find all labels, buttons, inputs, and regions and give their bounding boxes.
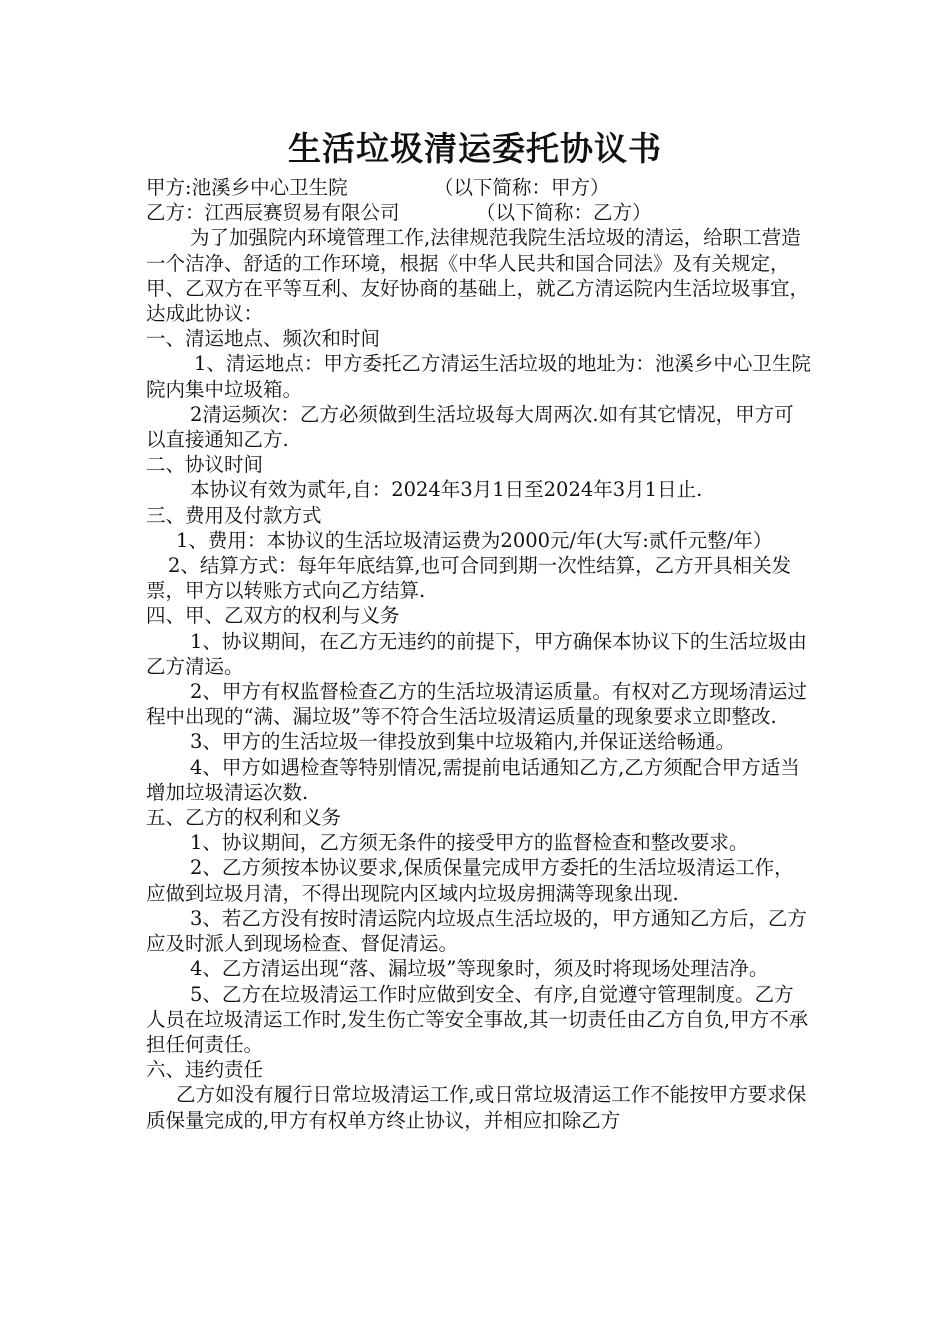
section-paragraph: 2、甲方有权监督检查乙方的生活垃圾清运质量。有权对乙方现场清运过程中出现的“满、漏垃圾”等不符合生活垃圾清运质量的现象要求立即整改. [146, 680, 807, 729]
preamble-paragraph: 为了加强院内环境管理工作,法律规范我院生活垃圾的清运，给职工营造一个洁净、舒适的工作环境，根据《中华人民共和国合同法》及有关规定，甲、乙双方在平等互利、友好协商的基础上，就乙方清运院内生活垃圾事宜，达成此协议： [146, 226, 810, 326]
section-paragraph: 1、协议期间，乙方须无条件的接受甲方的监督检查和整改要求。 [190, 831, 749, 855]
section-paragraph: 3、甲方的生活垃圾一律投放到集中垃圾箱内,并保证送给畅通。 [190, 730, 736, 754]
document-title: 生活垃圾清运委托协议书 [288, 129, 662, 168]
section-heading: 三、费用及付款方式 [146, 503, 322, 527]
section-paragraph: 2、结算方式：每年年底结算,也可合同到期一次性结算，乙方开具相关发票，甲方以转账方式向乙方结算. [146, 554, 792, 603]
party-b-line [146, 200, 812, 225]
party-b-alias: （以下简称：乙方） [476, 201, 652, 225]
party-a-alias: （以下简称：甲方） [434, 176, 610, 199]
section-paragraph: 乙方如没有履行日常垃圾清运工作,或日常垃圾清运工作不能按甲方要求保质保量完成的,甲方有权单方终止协议，并相应扣除乙方 [146, 1083, 807, 1132]
section-paragraph: 1、清运地点：甲方委托乙方清运生活垃圾的地址为：池溪乡中心卫生院院内集中垃圾箱。 [146, 352, 811, 401]
section-heading: 五、乙方的权利和义务 [146, 806, 342, 830]
section-heading: 六、违约责任 [146, 1058, 264, 1082]
section-paragraph: 本协议有效为贰年,自：2024年3月1日至2024年3月1日止. [190, 478, 703, 502]
party-b-name: 乙方：江西辰赛贸易有限公司 [146, 201, 400, 225]
section-paragraph: 1、协议期间，在乙方无违约的前提下，甲方确保本协议下的生活垃圾由乙方清运。 [146, 629, 807, 678]
section-heading: 二、协议时间 [146, 453, 264, 477]
section-paragraph: 4、乙方清运出现“落、漏垃圾”等现象时，须及时将现场处理洁净。 [190, 957, 769, 981]
party-a-name: 甲方:池溪乡中心卫生院 [146, 176, 348, 199]
section-heading: 四、甲、乙双方的权利与义务 [146, 604, 400, 628]
section-paragraph: 3、若乙方没有按时清运院内垃圾点生活垃圾的，甲方通知乙方后，乙方应及时派人到现场检查、督促清运。 [146, 906, 807, 956]
section-heading: 一、清运地点、频次和时间 [146, 327, 381, 351]
document-body [146, 175, 812, 1133]
section-paragraph: 1、费用：本协议的生活垃圾清运费为2000元/年(大写:贰仟元整/年） [176, 528, 773, 552]
section-paragraph: 2、乙方须按本协议要求,保质保量完成甲方委托的生活垃圾清运工作，应做到垃圾月清，不得出现院内区域内垃圾房拥满等现象出现. [146, 856, 794, 905]
party-a-line [146, 175, 812, 200]
section-paragraph: 2清运频次：乙方必须做到生活垃圾每大周两次.如有其它情况，甲方可以直接通知乙方. [146, 402, 794, 452]
section-paragraph: 5、乙方在垃圾清运工作时应做到安全、有序,自觉遵守管理制度。乙方人员在垃圾清运工作时,发生伤亡等安全事故,其一切责任由乙方自负,甲方不承担任何责任。 [146, 982, 809, 1056]
section-paragraph: 4、甲方如遇检查等特别情况,需提前电话通知乙方,乙方须配合甲方适当增加垃圾清运次数. [146, 755, 800, 804]
